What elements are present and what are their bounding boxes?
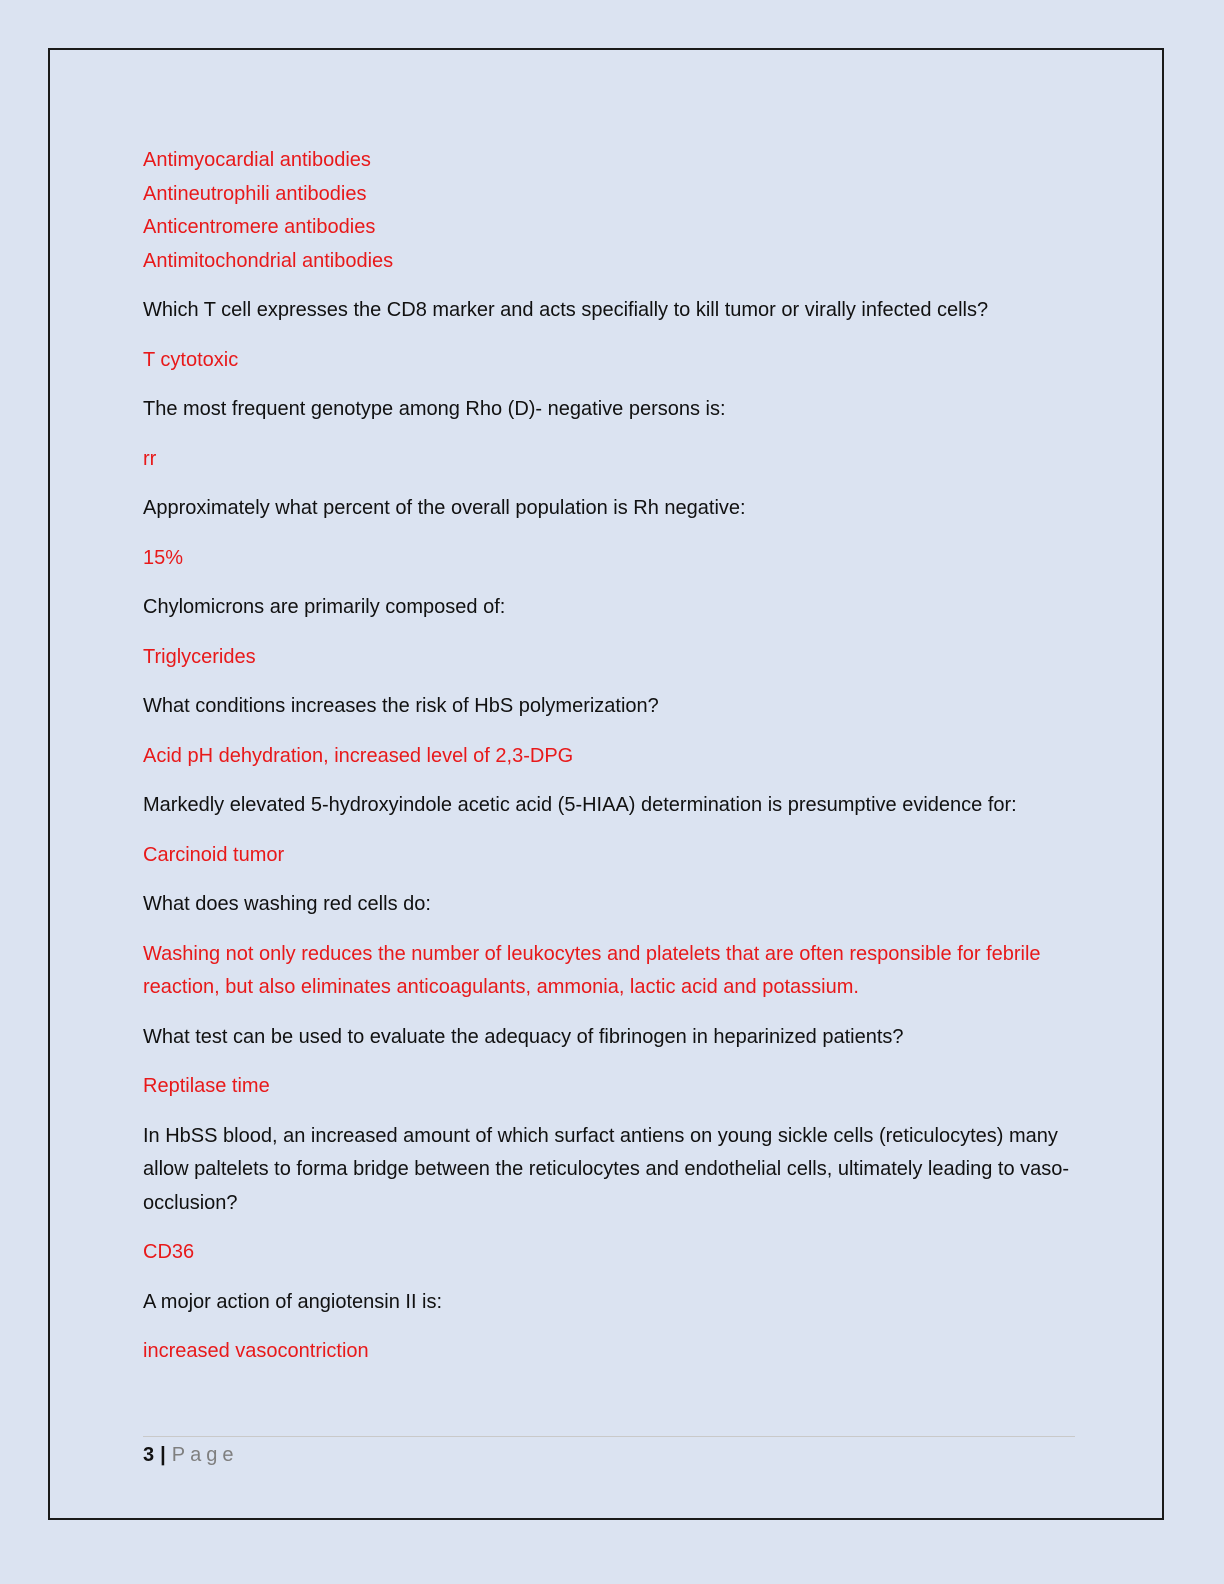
footer-separator: | bbox=[160, 1444, 166, 1466]
answer: Washing not only reduces the number of leukocytes and platelets that are often responsible for febrile reaction, but also eliminates anticoagulants, ammonia, lactic acid and potassium. bbox=[143, 942, 1041, 998]
answer: Triglycerides bbox=[143, 645, 256, 668]
question: Which T cell expresses the CD8 marker and acts specifially to kill tumor or virally infected cells? bbox=[143, 299, 989, 321]
answer: Carcinoid tumor bbox=[143, 843, 285, 866]
answer: T cytotoxic bbox=[143, 348, 239, 371]
page-footer bbox=[143, 1436, 1075, 1471]
page-label: Page bbox=[171, 1444, 239, 1466]
question: Approximately what percent of the overall population is Rh negative: bbox=[143, 497, 746, 519]
question: Markedly elevated 5-hydroxyindole acetic acid (5-HIAA) determination is presumptive evidence for: bbox=[143, 794, 1017, 816]
question: Chylomicrons are primarily composed of: bbox=[143, 596, 506, 618]
question: What conditions increases the risk of HbS polymerization? bbox=[143, 695, 659, 717]
answer: increased vasocontriction bbox=[143, 1340, 369, 1362]
question: In HbSS blood, an increased amount of which surfact antiens on young sickle cells (reticulocytes) many allow paltelets to forma bridge between the reticulocytes and endothelial cells, ultimately leading to vaso-occlusion? bbox=[143, 1124, 1070, 1214]
list-item: Antineutrophili antibodies bbox=[143, 182, 367, 205]
question: What test can be used to evaluate the adequacy of fibrinogen in heparinized patients? bbox=[143, 1025, 904, 1048]
list-item: Antimyocardial antibodies bbox=[143, 149, 371, 171]
answer-list bbox=[143, 144, 1083, 278]
question: A mojor action of angiotensin II is: bbox=[143, 1290, 443, 1313]
answer: Reptilase time bbox=[143, 1075, 270, 1097]
page-number: 3 bbox=[143, 1444, 155, 1466]
question: The most frequent genotype among Rho (D)- negative persons is: bbox=[143, 398, 726, 420]
answer: rr bbox=[143, 447, 157, 470]
list-item: Antimitochondrial antibodies bbox=[143, 249, 394, 272]
answer: 15% bbox=[143, 546, 184, 569]
answer: CD36 bbox=[143, 1241, 195, 1263]
document-body bbox=[143, 144, 1083, 1385]
answer: Acid pH dehydration, increased level of 2,3-DPG bbox=[143, 744, 574, 767]
question: What does washing red cells do: bbox=[143, 893, 431, 915]
list-item: Anticentromere antibodies bbox=[143, 216, 376, 238]
